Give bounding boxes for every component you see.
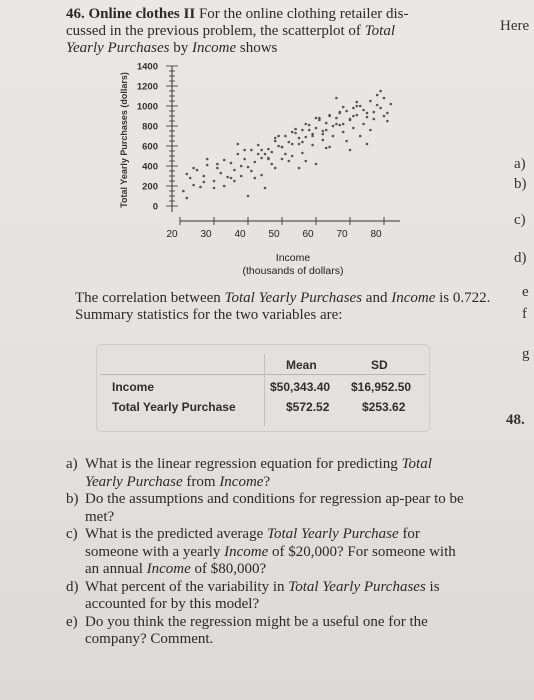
question-fragment: from <box>182 473 220 490</box>
x-tick-label: 30 <box>200 229 212 240</box>
data-point <box>315 117 318 120</box>
data-point <box>277 135 280 138</box>
data-point <box>267 148 270 151</box>
data-point <box>366 143 369 146</box>
data-point <box>216 167 219 170</box>
question-fragment: of $80,000? <box>190 561 267 577</box>
intro-by: by <box>173 40 189 56</box>
data-point <box>345 110 348 113</box>
data-point <box>359 105 362 108</box>
data-point <box>301 129 304 132</box>
data-point <box>182 190 185 193</box>
question-fragment: is accounted for by this model? <box>85 578 440 612</box>
data-point <box>186 173 189 176</box>
data-point <box>260 157 263 160</box>
x-tick-label: 70 <box>336 229 348 240</box>
data-point <box>284 135 287 138</box>
data-point <box>237 153 240 156</box>
data-point <box>386 120 389 123</box>
question-item <box>66 491 466 526</box>
question-label: a) <box>66 456 78 472</box>
table-rule <box>100 374 426 375</box>
question-variable: Income <box>146 561 191 577</box>
data-point <box>373 118 376 121</box>
question-variable: Income <box>224 543 269 560</box>
question-fragment: ? <box>263 473 271 490</box>
margin-c: c) <box>514 212 526 228</box>
margin-d: d) <box>514 250 527 266</box>
data-point <box>356 101 359 104</box>
data-point <box>254 161 257 164</box>
data-point <box>237 143 240 146</box>
purchase-sd: $253.62 <box>362 400 406 414</box>
col-header-sd: SD <box>371 358 388 372</box>
data-point <box>390 103 393 106</box>
data-point <box>250 149 253 152</box>
y-tick-label: 1400 <box>136 61 158 73</box>
data-point <box>216 163 219 166</box>
y-tick-label: 600 <box>142 141 158 153</box>
question-variable: Total Yearly Purchase <box>267 526 399 542</box>
data-point <box>339 124 342 127</box>
data-point <box>257 153 260 156</box>
data-point <box>192 167 195 170</box>
data-point <box>206 158 209 161</box>
data-point <box>322 133 325 136</box>
data-point <box>260 174 263 177</box>
data-point <box>311 135 314 138</box>
question-fragment: What is the linear regression equation for predicting <box>85 456 402 472</box>
question-label: b) <box>66 491 79 507</box>
data-point <box>203 181 206 184</box>
data-point <box>223 159 226 162</box>
data-point <box>305 123 308 126</box>
x-tick-label: 50 <box>268 229 280 240</box>
data-point <box>359 135 362 138</box>
data-point <box>349 119 352 122</box>
summary-statistics-table <box>96 344 430 432</box>
data-point <box>305 160 308 163</box>
data-point <box>332 135 335 138</box>
data-point <box>189 177 192 180</box>
margin-g: g <box>522 346 530 362</box>
data-point <box>325 122 328 125</box>
data-point <box>254 177 257 180</box>
data-point <box>223 185 226 188</box>
data-point <box>196 169 199 172</box>
para-text-2: and <box>365 290 388 306</box>
data-point <box>291 155 294 158</box>
question-text <box>85 579 466 614</box>
data-point <box>243 158 246 161</box>
data-point <box>311 144 314 147</box>
intro-var-income: Income <box>191 40 237 56</box>
data-point <box>271 151 274 154</box>
data-point <box>226 176 229 179</box>
income-mean: $50,343.40 <box>270 380 331 394</box>
data-point <box>250 170 253 173</box>
income-sd: $16,952.50 <box>351 380 412 394</box>
data-point <box>383 97 386 100</box>
data-point <box>345 140 348 143</box>
data-point <box>233 169 236 172</box>
data-point <box>366 116 369 119</box>
data-point <box>267 158 270 161</box>
data-point <box>274 167 277 170</box>
para-var-1: Total Yearly Purchases <box>224 290 363 306</box>
correlation-paragraph <box>75 290 495 324</box>
y-tick-label: 200 <box>142 181 158 193</box>
data-point <box>271 163 274 166</box>
data-point <box>257 144 260 147</box>
data-point <box>281 146 284 149</box>
margin-a: a) <box>514 156 526 172</box>
data-point <box>376 104 379 107</box>
data-point <box>332 125 335 128</box>
scatterplot-svg <box>110 56 410 286</box>
data-point <box>335 123 338 126</box>
data-point <box>379 90 382 93</box>
data-point <box>301 152 304 155</box>
x-axis-label: Income <box>275 252 311 264</box>
data-point <box>291 131 294 134</box>
data-point <box>301 141 304 144</box>
data-point <box>325 129 328 132</box>
data-point <box>352 107 355 110</box>
x-tick-label: 80 <box>370 229 382 240</box>
x-tick-label: 60 <box>302 229 314 240</box>
data-point <box>322 139 325 142</box>
question-label: c) <box>66 526 78 542</box>
data-point <box>379 107 382 110</box>
question-fragment: What is the predicted average <box>85 526 267 542</box>
data-point <box>328 146 331 149</box>
intro-line-1: For the online clothing retailer dis- <box>198 6 409 22</box>
y-tick-label: 1200 <box>136 81 158 93</box>
question-fragment: Do the assumptions and conditions for regression ap-pear to be met? <box>85 491 464 525</box>
para-text-3: is 0.722. Summary statistics for the two variables are: <box>75 290 491 323</box>
y-tick-label: 400 <box>142 161 158 173</box>
intro-var-yearly: Yearly Purchases <box>66 40 170 56</box>
data-point <box>233 180 236 183</box>
data-point <box>376 94 379 97</box>
data-point <box>203 175 206 178</box>
question-variable: Total Yearly Purchases <box>288 578 426 595</box>
data-point <box>369 100 372 103</box>
y-tick-label: 800 <box>142 121 158 133</box>
data-point <box>362 109 365 112</box>
data-point <box>264 187 267 190</box>
data-point <box>308 124 311 127</box>
data-point <box>339 111 342 114</box>
data-point <box>356 105 359 108</box>
data-point <box>325 147 328 150</box>
data-point <box>260 149 263 152</box>
question-item <box>66 456 466 491</box>
question-item <box>66 614 466 649</box>
data-point <box>298 167 301 170</box>
question-list <box>66 456 466 649</box>
data-point <box>335 117 338 120</box>
para-var-2: Income <box>391 290 436 306</box>
data-point <box>240 175 243 178</box>
row-label-income: Income <box>112 380 155 394</box>
question-fragment: What percent of the variability in <box>85 578 289 595</box>
data-point <box>386 112 389 115</box>
x-tick-label: 20 <box>166 229 178 240</box>
data-point <box>230 177 233 180</box>
x-tick-label: 40 <box>234 229 246 240</box>
data-point <box>328 114 331 117</box>
question-text <box>85 491 466 526</box>
problem-heading <box>66 6 466 57</box>
data-point <box>243 149 246 152</box>
data-point <box>186 197 189 200</box>
data-point <box>335 97 338 100</box>
intro-shows: shows <box>239 40 278 56</box>
data-point <box>247 166 250 169</box>
para-text-1: The correlation between <box>75 290 221 306</box>
data-point <box>318 117 321 120</box>
data-point <box>342 131 345 134</box>
data-point <box>352 127 355 130</box>
question-label: e) <box>66 613 78 630</box>
question-text <box>85 614 466 649</box>
data-point <box>373 111 376 114</box>
data-point <box>274 137 277 140</box>
data-point <box>356 114 359 117</box>
data-point <box>342 123 345 126</box>
data-point <box>213 180 216 183</box>
y-axis-label: Total Yearly Purchases (dollars) <box>119 72 129 208</box>
data-point <box>247 195 250 198</box>
data-point <box>288 160 291 163</box>
data-point <box>199 186 202 189</box>
data-point <box>366 112 369 115</box>
margin-problem-48: 48. <box>506 412 525 428</box>
data-point <box>230 162 233 165</box>
data-point <box>264 153 267 156</box>
y-tick-label: 1000 <box>136 101 158 113</box>
question-variable: Income <box>219 473 264 490</box>
question-fragment: Do you think the regression might be a useful one for the company? Comment. <box>85 613 428 647</box>
question-fragment: of $20,000? For someone with an annual <box>85 543 456 577</box>
intro-line-2: cussed in the previous problem, the scatterplot of <box>66 23 361 39</box>
data-point <box>294 128 297 131</box>
question-text <box>85 456 466 491</box>
question-item <box>66 526 466 579</box>
margin-e: e <box>522 284 529 300</box>
data-point <box>192 184 195 187</box>
data-point <box>291 143 294 146</box>
data-point <box>342 106 345 109</box>
problem-title: Online clothes II <box>88 6 196 22</box>
question-variable: Total Yearly Purchase <box>85 456 432 490</box>
data-point <box>362 123 365 126</box>
question-fragment: for someone with a yearly <box>85 526 420 560</box>
data-point <box>206 164 209 167</box>
data-point <box>352 115 355 118</box>
data-point <box>284 153 287 156</box>
data-point <box>220 172 223 175</box>
data-point <box>298 143 301 146</box>
scatterplot <box>110 56 410 286</box>
intro-var-total: Total <box>364 23 395 39</box>
data-point <box>298 137 301 140</box>
data-point <box>274 140 277 143</box>
margin-b: b) <box>514 176 527 192</box>
data-point <box>277 145 280 148</box>
data-point <box>294 132 297 135</box>
col-header-mean: Mean <box>286 358 317 372</box>
row-label-purchase: Total Yearly Purchase <box>112 400 236 414</box>
y-tick-label: 0 <box>152 201 158 213</box>
data-point <box>213 187 216 190</box>
data-point <box>322 130 325 133</box>
data-point <box>305 136 308 139</box>
data-point <box>308 129 311 132</box>
plot-points <box>182 90 392 200</box>
data-point <box>240 165 243 168</box>
margin-here: Here <box>500 18 530 34</box>
margin-f: f <box>522 306 527 322</box>
x-axis-sublabel: (thousands of dollars) <box>242 265 344 277</box>
data-point <box>315 163 318 166</box>
data-point <box>383 115 386 118</box>
purchase-mean: $572.52 <box>286 400 330 414</box>
question-item <box>66 579 466 614</box>
data-point <box>288 141 291 144</box>
data-point <box>369 129 372 132</box>
problem-number: 46. <box>66 6 85 22</box>
data-point <box>281 158 284 161</box>
data-point <box>315 127 318 130</box>
question-label: d) <box>66 578 79 595</box>
data-point <box>349 149 352 152</box>
right-margin-fragments <box>498 0 534 700</box>
plot-axes <box>137 62 400 241</box>
table-divider <box>264 354 265 426</box>
question-text <box>85 526 466 579</box>
